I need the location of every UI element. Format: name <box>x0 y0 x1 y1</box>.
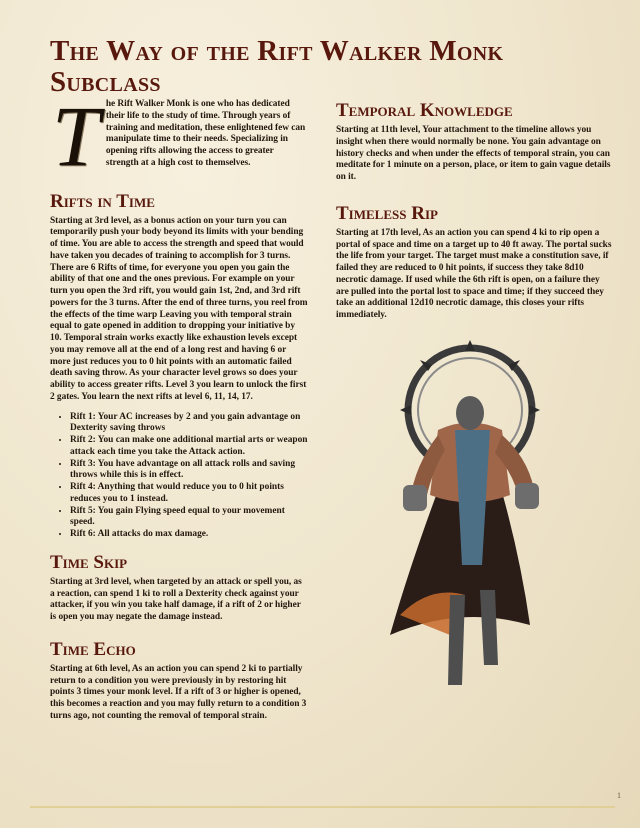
right-gauntlet <box>515 483 539 509</box>
footer-divider <box>30 806 615 808</box>
section-time-echo <box>50 640 308 723</box>
section-timeless-rip <box>336 204 614 322</box>
right-column <box>336 101 614 322</box>
monk-illustration <box>370 335 580 705</box>
left-column <box>50 88 308 723</box>
list-item: • Rift 4: Anything that would reduce you to 0 hit points reduces you to 1 instead. <box>70 482 308 506</box>
list-item: • Rift 1: Your AC increases by 2 and you gain advantage on Dexterity saving throws <box>70 412 308 436</box>
section-heading: Rifts in Time <box>50 190 155 212</box>
section-body: Starting at 17th level, As an action you can spend 4 ki to rip open a portal of space and time on a target up to 40 ft away. The portal sucks the life from your target. The target must make a constitution save, if failed they are reduced to 0 hit points, if success they take 8d10 necrotic damage. If used while the 6th rift is open, on a failure they are pulled into the portal lost to space and time; if they succeed they take an additional 12d10 necrotic damage, this closes your rifts immediately. <box>336 227 612 320</box>
section-rifts-in-time <box>50 192 308 541</box>
mask-head <box>456 396 484 430</box>
right-leg <box>480 590 498 665</box>
rift-list <box>50 412 308 541</box>
list-item: • Rift 2: You can make one additional martial arts or weapon attack each time you take the Attack action. <box>70 435 308 459</box>
section-body: Starting at 11th level, Your attachment to the timeline allows you insight when there would normally be none. You gain advantage on history checks and when under the effects of temporal strain, you can meditate for 1 minute on a person, place, or item to gain vague details on it. <box>336 125 611 182</box>
list-item: • Rift 3: You have advantage on all attack rolls and saving throws while this is in effect. <box>70 459 308 483</box>
left-leg <box>448 595 465 685</box>
section-body: Starting at 3rd level, when targeted by an attack or spell you, as a reaction, can spend 1 ki to roll a Dexterity check against your attacker, if you win you take half damage, if a rift of 2 or higher is open you may negate the damage instead. <box>50 576 302 622</box>
intro-paragraph <box>50 88 308 184</box>
section-heading: Timeless Rip <box>336 202 438 224</box>
section-body: Starting at 3rd level, as a bonus action on your turn you can temporarily push your body beyond its limits with your bending of time. You are able to access the strength and speed that would have taken you decades of training to accomplish for 3 turns. There are 6 Rifts of time, for everyone you open you gain the ability of that one and the ones previous. For example on your turn you open the 3rd rift, you would gain 1st, 2nd, and 3rd rift powers for the 3 turns. After the end of three turns, you reel from the effects of the time warp Leaving you with temporal strain equal to gate opened in addition to dropping your initiative by 10. Temporal strain works exactly like exhaustion levels except you may remove all at the end of a long rest and having 6 or more just reduces you to 0 hit points with an automatic failed death saving throw. As your character level grows so does your ability to access greater rifts. Level 3 you learn to unlock the first 2 gates. You learn the next rifts at level 6, 11, 14, 17. <box>50 215 308 402</box>
intro-text: he Rift Walker Monk is one who has dedicated their life to the study of time. Through years of training and meditation, these enlightened few can manipulate time to their needs. Specializing in opening rifts allowing the access to greater strength at a high cost to themselves. <box>105 99 306 168</box>
section-time-skip <box>50 553 308 624</box>
section-heading: Time Echo <box>50 638 136 660</box>
list-item: • Rift 6: All attacks do max damage. <box>70 529 308 541</box>
page-title: The Way of the Rift Walker Monk Subclass <box>50 35 504 98</box>
section-temporal-knowledge <box>336 101 614 184</box>
drop-cap: T <box>52 88 100 184</box>
section-heading: Temporal Knowledge <box>336 100 513 121</box>
left-gauntlet <box>403 485 427 511</box>
section-body: Starting at 6th level, As an action you can spend 2 ki to partially return to a condition you were previously in by restoring hit points 3 times your monk level. If a rift of 3 or higher is opened, this becomes a reaction and you may fully return to a condition 3 turns ago, not counting the removal of temporal strain. <box>50 663 307 721</box>
section-heading: Time Skip <box>50 551 128 573</box>
page-number: 1 <box>617 791 621 800</box>
list-item: • Rift 5: You gain Flying speed equal to your movement speed. <box>70 506 308 530</box>
